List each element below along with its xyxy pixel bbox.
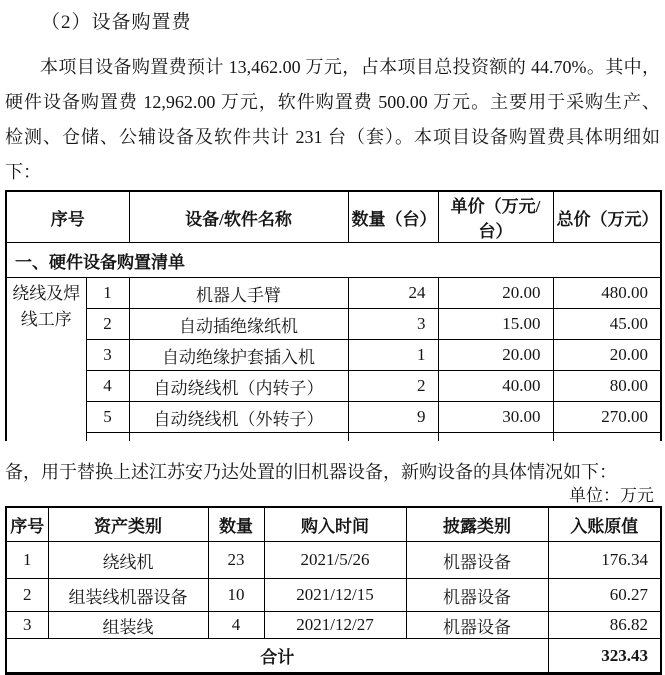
- continuation-paragraph: 备，用于替换上述江苏安乃达处置的旧机器设备，新购设备的具体情况如下：: [5, 460, 660, 484]
- disclosure-cell: 机器设备: [406, 579, 548, 612]
- header-cell-serial: 序号: [6, 507, 48, 542]
- total-label: 合计: [6, 639, 548, 674]
- qty-cell: 24: [348, 278, 438, 309]
- total-price-cell: 20.00: [553, 340, 661, 371]
- process-group-label: 绕线及焊线工序: [6, 278, 86, 441]
- asset-row-3: [6, 612, 661, 639]
- header-cell-category: 资产类别: [48, 507, 208, 542]
- serial-cell: 1: [6, 542, 48, 579]
- category-cell: 组装线: [48, 612, 208, 639]
- intro-line-3: 检测、仓储、公辅设备及软件共计 231 台（套）。本项目设备购置费具体明细如: [5, 120, 660, 155]
- serial-cell: 4: [86, 371, 129, 402]
- header-cell-name: 设备/软件名称: [129, 191, 348, 243]
- qty-cell: 1: [348, 340, 438, 371]
- total-price-cell: 45.00: [553, 309, 661, 340]
- hardware-section-row: [6, 243, 661, 278]
- equipment-row-4: [6, 371, 661, 402]
- category-cell: 组装线机器设备: [48, 579, 208, 612]
- intro-line-4: 下：: [5, 155, 660, 190]
- total-value: 323.43: [548, 639, 661, 674]
- purchased-assets-table: [5, 506, 662, 675]
- hardware-equipment-table: [5, 190, 662, 441]
- book-value-cell: 86.82: [548, 612, 661, 639]
- unit-price-cell: 20.00: [438, 340, 553, 371]
- name-cell: 机器人手臂: [129, 278, 348, 309]
- serial-cell: 2: [86, 309, 129, 340]
- total-price-cell: 80.00: [553, 371, 661, 402]
- unit-label: 单位：万元: [5, 486, 660, 506]
- qty-cell: 9: [348, 402, 438, 433]
- total-price-cell: 480.00: [553, 278, 661, 309]
- document-page: [0, 10, 665, 670]
- disclosure-cell: 机器设备: [406, 612, 548, 639]
- qty-cell: 2: [348, 371, 438, 402]
- disclosure-cell: 机器设备: [406, 542, 548, 579]
- equipment-row-3: [6, 340, 661, 371]
- unit-price-cell: 30.00: [438, 402, 553, 433]
- intro-paragraph: [5, 50, 660, 190]
- header-cell-serial: 序号: [6, 191, 129, 243]
- book-value-cell: 60.27: [548, 579, 661, 612]
- section-heading: （2）设备购置费: [41, 10, 660, 36]
- equipment-table-header-row: [6, 191, 661, 243]
- total-price-cell: 270.00: [553, 402, 661, 433]
- hardware-section-title: 一、硬件设备购置清单: [6, 243, 661, 278]
- equipment-row-cutoff: [6, 433, 661, 441]
- qty-cell: 23: [208, 542, 264, 579]
- unit-price-cell: 20.00: [438, 278, 553, 309]
- unit-price-cell: 40.00: [438, 371, 553, 402]
- asset-row-2: [6, 579, 661, 612]
- equipment-row-1: [6, 278, 661, 309]
- header-cell-qty: 数量（台）: [348, 191, 438, 243]
- asset-row-1: [6, 542, 661, 579]
- intro-line-1: 本项目设备购置费预计 13,462.00 万元，占本项目总投资额的 44.70%。其中，: [5, 50, 660, 85]
- equipment-row-2: [6, 309, 661, 340]
- qty-cell: 3: [348, 309, 438, 340]
- name-cell: 自动绝缘护套插入机: [129, 340, 348, 371]
- date-cell: 2021/12/27: [264, 612, 406, 639]
- unit-price-cell: 15.00: [438, 309, 553, 340]
- name-cell: 自动绕线机（内转子）: [129, 371, 348, 402]
- intro-line-2: 硬件设备购置费 12,962.00 万元，软件购置费 500.00 万元。主要用于采购生产、: [5, 85, 660, 120]
- header-cell-total-price: 总价（万元）: [553, 191, 661, 243]
- header-cell-disclosure: 披露类别: [406, 507, 548, 542]
- serial-cell: 5: [86, 402, 129, 433]
- qty-cell: 4: [208, 612, 264, 639]
- date-cell: 2021/5/26: [264, 542, 406, 579]
- qty-cell: 10: [208, 579, 264, 612]
- serial-cell: 3: [86, 340, 129, 371]
- serial-cell: 2: [6, 579, 48, 612]
- total-row: [6, 639, 661, 674]
- serial-cell: 1: [86, 278, 129, 309]
- assets-table-header-row: [6, 507, 661, 542]
- header-cell-qty: 数量: [208, 507, 264, 542]
- equipment-row-5: [6, 402, 661, 433]
- name-cell: 自动插绝缘纸机: [129, 309, 348, 340]
- header-cell-date: 购入时间: [264, 507, 406, 542]
- header-cell-unit-price: 单价（万元/台）: [438, 191, 553, 243]
- name-cell: 自动绕线机（外转子）: [129, 402, 348, 433]
- date-cell: 2021/12/15: [264, 579, 406, 612]
- book-value-cell: 176.34: [548, 542, 661, 579]
- serial-cell: 3: [6, 612, 48, 639]
- category-cell: 绕线机: [48, 542, 208, 579]
- header-cell-book-value: 入账原值: [548, 507, 661, 542]
